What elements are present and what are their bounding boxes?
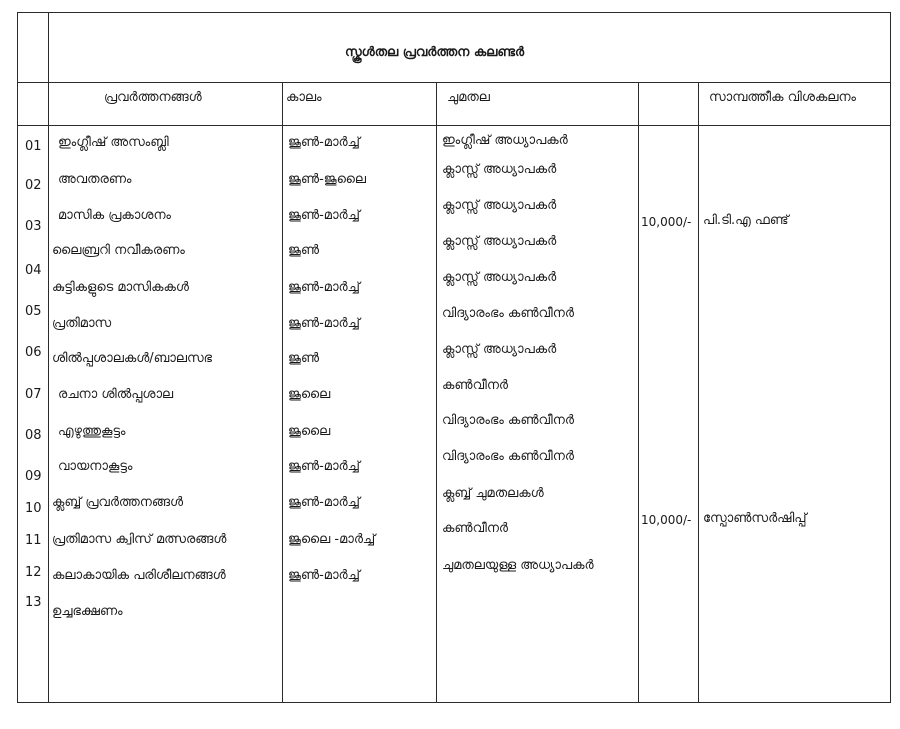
row-number: 05	[25, 304, 42, 319]
period-cell: ജൂലൈ	[288, 424, 331, 439]
period-cell: ജൂൺ-മാർച്ച്	[288, 280, 360, 295]
amount-column-divider	[698, 82, 699, 703]
title-divider	[17, 82, 890, 83]
period-cell: ജൂൺ-മാർച്ച്	[288, 459, 360, 474]
activity-cell: പ്രതിമാസ ക്വിസ് മത്സരങ്ങൾ	[52, 532, 227, 547]
activity-cell: മാസിക പ്രകാശനം	[58, 208, 171, 223]
header-period: കാലം	[286, 90, 322, 105]
responsibility-cell: ക്ലബ്ബ് ചുമതലകൾ	[442, 486, 544, 501]
period-cell: ജൂൺ	[288, 243, 320, 258]
activity-cell: ലൈബ്രറി നവീകരണം	[52, 243, 185, 258]
responsibility-cell: കൺവീനർ	[442, 521, 509, 536]
responsibility-cell: വിദ്യാരംഭം കൺവീനർ	[442, 413, 574, 428]
document-title: സ്കൂൾതല പ്രവർത്തന കലണ്ടർ	[345, 45, 525, 60]
activity-cell: ശിൽപ്പശാലകൾ/ബാലസഭ	[52, 351, 213, 366]
funding-source: പി.ടി.എ ഫണ്ട്	[703, 213, 789, 228]
responsibility-cell: വിദ്യാരംഭം കൺവീനർ	[442, 306, 574, 321]
header-financial: സാമ്പത്തീക വിശകലനം	[709, 90, 857, 105]
activity-cell: ഉച്ചഭക്ഷണം	[52, 604, 123, 619]
responsibility-cell: വിദ്യാരംഭം കൺവീനർ	[442, 449, 574, 464]
period-cell: ജൂൺ-ജൂലൈ	[288, 172, 367, 187]
period-cell: ജൂൺ-മാർച്ച്	[288, 208, 360, 223]
period-cell: ജൂലൈ	[288, 387, 331, 402]
table-right-border	[890, 12, 891, 703]
funding-amount: 10,000/-	[641, 513, 692, 527]
responsibility-cell: ക്ലാസ്സ് അധ്യാപകർ	[442, 342, 557, 357]
row-number: 02	[25, 178, 42, 193]
table-left-border	[17, 12, 18, 703]
responsibility-cell: ചുമതലയുള്ള അധ്യാപകർ	[442, 558, 594, 573]
activity-cell: ഇംഗ്ലീഷ് അസംബ്ലി	[58, 135, 169, 150]
row-number: 11	[25, 533, 42, 548]
row-number: 13	[25, 595, 42, 610]
table-bottom-border	[17, 702, 890, 703]
activity-cell: ക്ലബ്ബ് പ്രവർത്തനങ്ങൾ	[52, 495, 184, 510]
row-number: 01	[25, 139, 42, 154]
row-number: 12	[25, 565, 42, 580]
funding-source: സ്പോൺസർഷിപ്പ്	[703, 511, 807, 526]
row-number: 09	[25, 469, 42, 484]
activity-cell: കലാകായിക പരിശീലനങ്ങൾ	[52, 568, 226, 583]
activity-cell: കുട്ടികളുടെ മാസികകൾ	[52, 280, 189, 295]
funding-amount: 10,000/-	[641, 215, 692, 229]
responsibility-cell: ക്ലാസ്സ് അധ്യാപകർ	[442, 162, 557, 177]
period-cell: ജൂലൈ -മാർച്ച്	[288, 532, 376, 547]
activity-cell: വായനാകൂട്ടം	[58, 459, 133, 474]
header-divider	[17, 125, 890, 126]
activity-cell: രചനാ ശിൽപ്പശാല	[58, 387, 174, 402]
period-column-divider	[436, 82, 437, 703]
row-number: 04	[25, 263, 42, 278]
row-number: 10	[25, 501, 42, 516]
period-cell: ജൂൺ-മാർച്ച്	[288, 495, 360, 510]
activity-cell: പ്രതിമാസ	[52, 316, 112, 331]
responsibility-cell: കൺവീനർ	[442, 378, 509, 393]
responsibility-cell: ക്ലാസ്സ് അധ്യാപകർ	[442, 198, 557, 213]
number-column-divider	[48, 12, 49, 703]
activities-column-divider	[282, 82, 283, 703]
period-cell: ജൂൺ-മാർച്ച്	[288, 135, 360, 150]
activity-cell: എഴുത്തുകൂട്ടം	[58, 424, 126, 439]
period-cell: ജൂൺ-മാർച്ച്	[288, 568, 360, 583]
row-number: 03	[25, 219, 42, 234]
row-number: 07	[25, 387, 42, 402]
activity-cell: അവതരണം	[58, 172, 132, 187]
row-number: 06	[25, 345, 42, 360]
responsibility-column-divider	[638, 82, 639, 703]
row-number: 08	[25, 428, 42, 443]
period-cell: ജൂൺ-മാർച്ച്	[288, 316, 360, 331]
header-responsibility: ചുമതല	[447, 90, 490, 105]
responsibility-cell: ക്ലാസ്സ് അധ്യാപകർ	[442, 234, 557, 249]
table-top-border	[17, 12, 890, 13]
period-cell: ജൂൺ	[288, 351, 320, 366]
responsibility-cell: ക്ലാസ്സ് അധ്യാപകർ	[442, 270, 557, 285]
header-activities: പ്രവർത്തനങ്ങൾ	[104, 90, 202, 105]
responsibility-cell: ഇംഗ്ലീഷ് അധ്യാപകർ	[442, 133, 568, 148]
